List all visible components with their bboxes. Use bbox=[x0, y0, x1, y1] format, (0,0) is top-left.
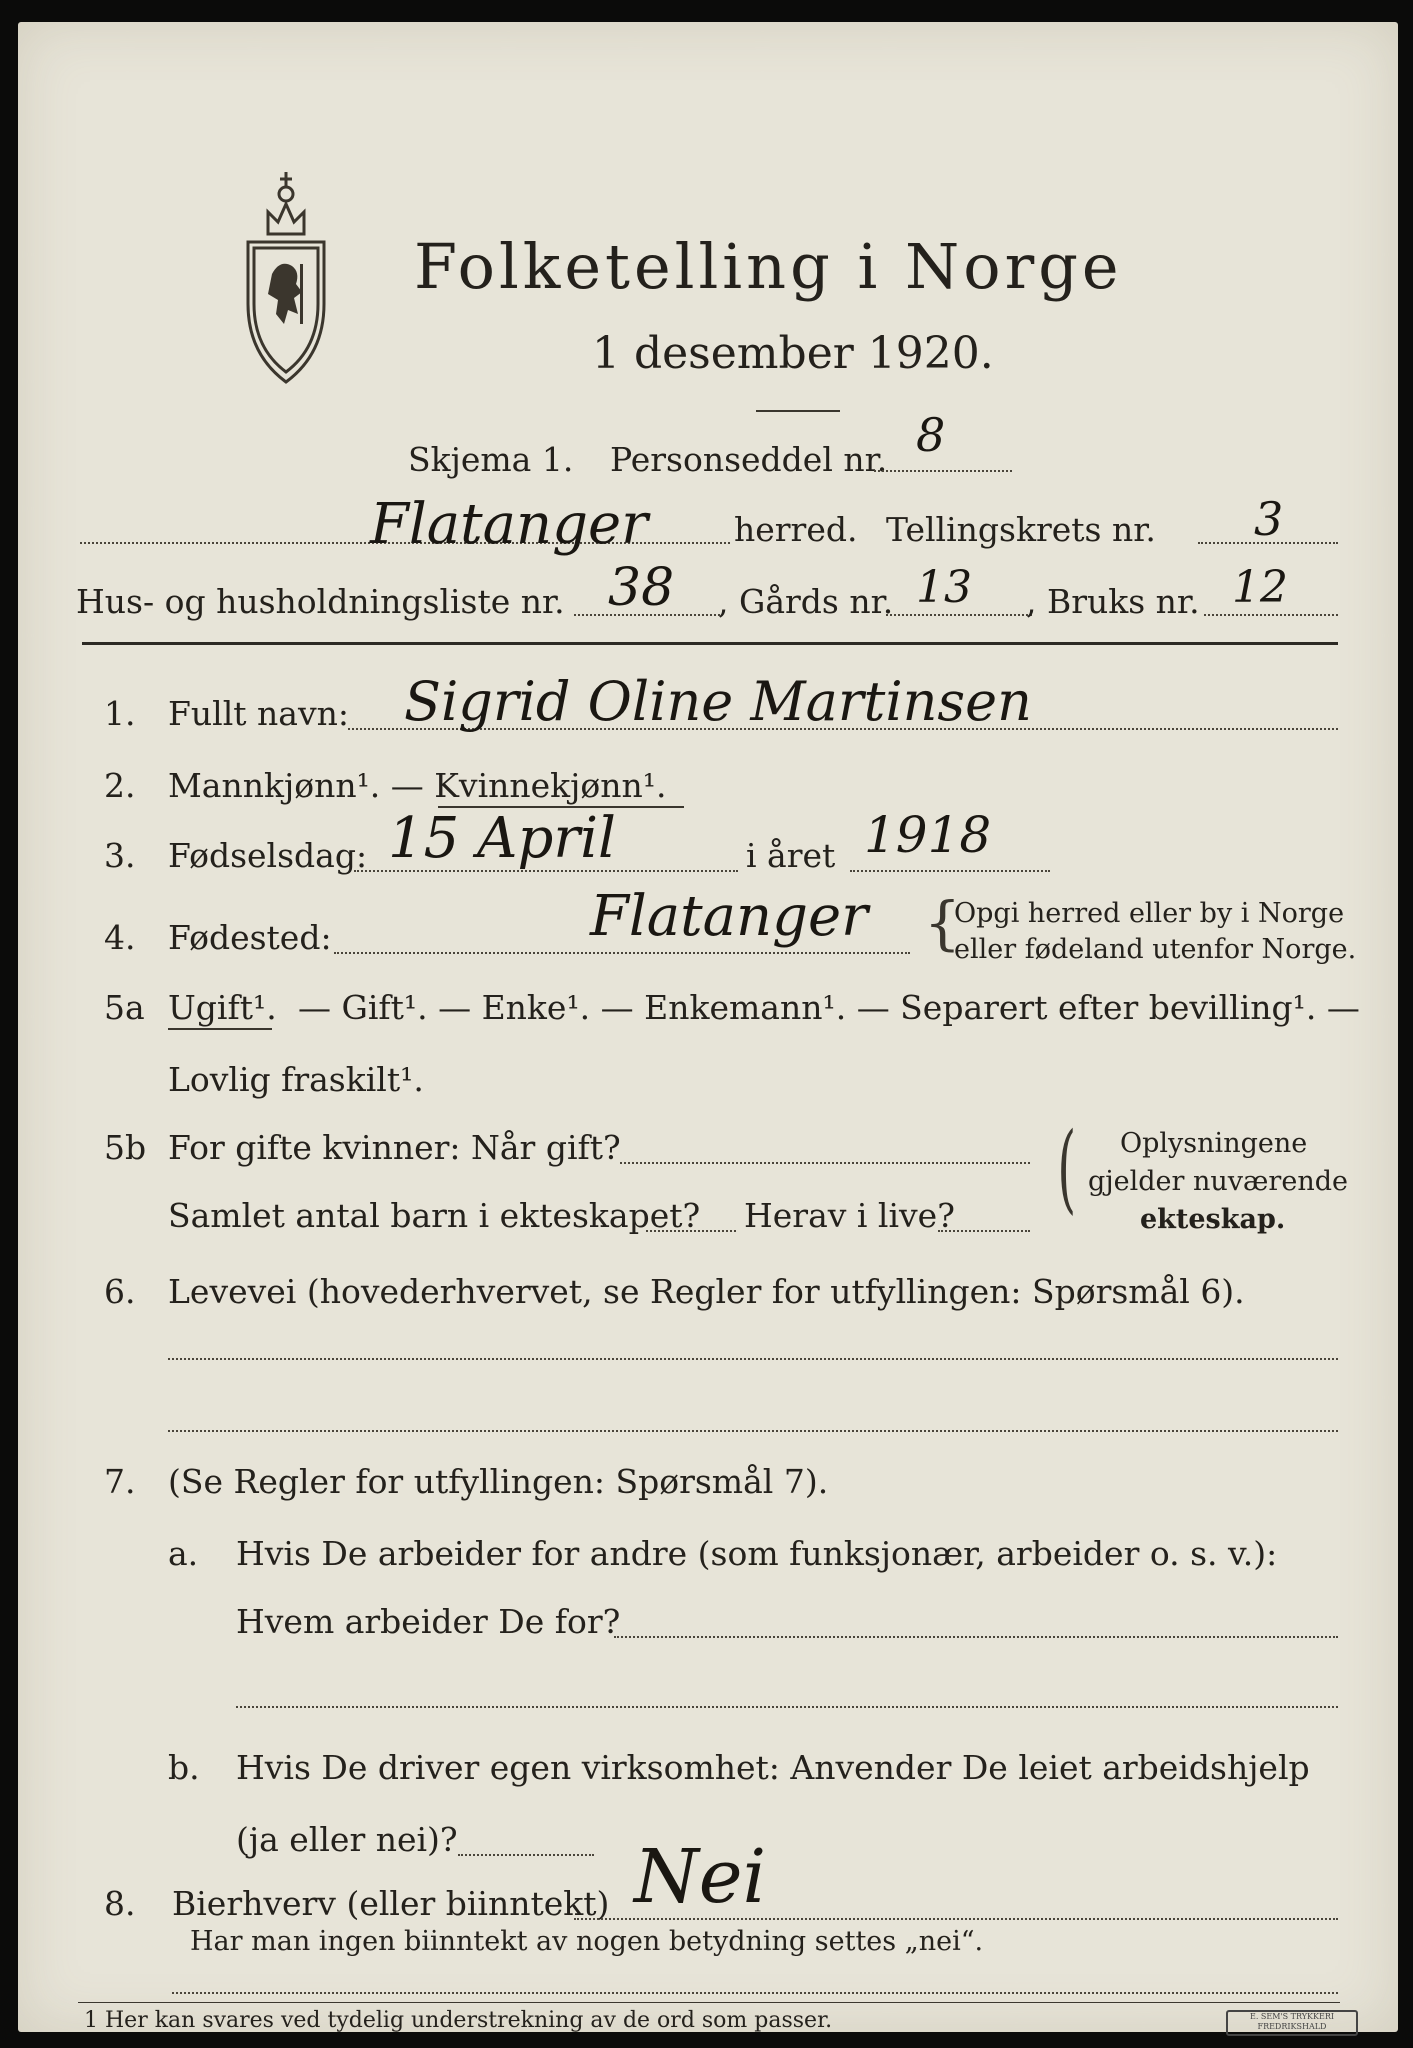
personseddel-value[interactable]: 8 bbox=[916, 408, 946, 462]
birthplace-value[interactable]: Flatanger bbox=[590, 884, 868, 949]
bierhverv-value[interactable]: Nei bbox=[634, 1834, 767, 1920]
coat-of-arms-icon bbox=[240, 164, 332, 386]
skjema-label: Skjema 1. bbox=[408, 440, 574, 479]
q1-label: Fullt navn: bbox=[168, 694, 349, 733]
title-divider bbox=[756, 410, 840, 412]
personseddel-label: Personseddel nr. bbox=[610, 440, 888, 479]
q5b-note-line2: gjelder nuværende bbox=[1088, 1166, 1348, 1197]
q5b-label3: Herav i live? bbox=[744, 1196, 955, 1235]
q7b-line2: (ja eller nei)? bbox=[236, 1820, 458, 1859]
q8-label: Bierhverv (eller biinntekt) bbox=[172, 1884, 610, 1923]
ugift-option: Ugift¹. bbox=[168, 988, 277, 1027]
husholdningsliste-label: Hus- og husholdningsliste nr. bbox=[76, 582, 565, 621]
q7b-number: b. bbox=[168, 1748, 200, 1787]
tellingskrets-label: Tellingskrets nr. bbox=[886, 510, 1156, 549]
note-brace: { bbox=[924, 889, 961, 957]
herred-value[interactable]: Flatanger bbox=[370, 492, 648, 557]
q8-number: 8. bbox=[104, 1884, 136, 1923]
printer-stamp: E. SEM'S TRYKKERI FREDRIKSHALD bbox=[1226, 2010, 1358, 2036]
q5b-note-line3: ekteskap. bbox=[1140, 1204, 1286, 1235]
census-form-sheet bbox=[18, 22, 1398, 2032]
q7a-line1: Hvis De arbeider for andre (som funksjonær, arbeider o. s. v.): bbox=[236, 1534, 1278, 1573]
q2-label: Mannkjønn¹. — Kvinnekjønn¹. bbox=[168, 766, 667, 805]
q4-label: Fødested: bbox=[168, 918, 332, 957]
footnote-divider bbox=[78, 2002, 1340, 2003]
q5a-number: 5a bbox=[104, 988, 145, 1027]
birthday-value[interactable]: 15 April bbox=[388, 806, 616, 871]
birth-year-value[interactable]: 1918 bbox=[864, 806, 992, 864]
form-title: Folketelling i Norge bbox=[414, 230, 1123, 303]
q5b-number: 5b bbox=[104, 1128, 147, 1167]
q3-number: 3. bbox=[104, 836, 136, 875]
q5a-line2: Lovlig fraskilt¹. bbox=[168, 1060, 424, 1099]
q2-number: 2. bbox=[104, 766, 136, 805]
q5b-note-line1: Oplysningene bbox=[1120, 1128, 1308, 1159]
note-bracket: ( bbox=[1057, 1112, 1077, 1224]
q7a-number: a. bbox=[168, 1534, 199, 1573]
q7b-line1: Hvis De driver egen virksomhet: Anvender De leiet arbeidshjelp bbox=[236, 1748, 1310, 1787]
bruks-value[interactable]: 12 bbox=[1232, 562, 1288, 613]
q3-label: Fødselsdag: bbox=[168, 836, 368, 875]
section-divider bbox=[82, 642, 1338, 645]
gards-value[interactable]: 13 bbox=[916, 562, 972, 613]
footer-note: Har man ingen biinntekt av nogen betydning settes „nei“. bbox=[190, 1926, 984, 1957]
q4-number: 4. bbox=[104, 918, 136, 957]
q4-note-line1: Opgi herred eller by i Norge bbox=[954, 898, 1345, 929]
q4-note-line2: eller fødeland utenfor Norge. bbox=[954, 934, 1357, 965]
gards-label: , Gårds nr. bbox=[718, 582, 894, 621]
bruks-label: , Bruks nr. bbox=[1026, 582, 1200, 621]
census-date: 1 desember 1920. bbox=[592, 328, 994, 379]
q7-label: (Se Regler for utfyllingen: Spørsmål 7). bbox=[168, 1462, 829, 1501]
full-name-value[interactable]: Sigrid Oline Martinsen bbox=[404, 670, 1032, 733]
footnote: 1 Her kan svares ved tydelig understrekning av de ord som passer. bbox=[84, 2008, 833, 2033]
q5b-label1: For gifte kvinner: Når gift? bbox=[168, 1128, 621, 1167]
tellingskrets-value[interactable]: 3 bbox=[1254, 492, 1284, 546]
year-label: i året bbox=[746, 836, 836, 875]
ugift-underline bbox=[168, 1028, 272, 1030]
q7-number: 7. bbox=[104, 1462, 136, 1501]
husholdningsliste-value[interactable]: 38 bbox=[608, 558, 675, 618]
q1-number: 1. bbox=[104, 694, 136, 733]
q5b-label2: Samlet antal barn i ekteskapet? bbox=[168, 1196, 701, 1235]
q6-label: Levevei (hovederhvervet, se Regler for utfyllingen: Spørsmål 6). bbox=[168, 1272, 1245, 1311]
marital-options: — Gift¹. — Enke¹. — Enkemann¹. — Separert efter bevilling¹. — bbox=[298, 988, 1360, 1027]
q7a-line2: Hvem arbeider De for? bbox=[236, 1602, 621, 1641]
q6-number: 6. bbox=[104, 1272, 136, 1311]
herred-label: herred. bbox=[734, 510, 858, 549]
